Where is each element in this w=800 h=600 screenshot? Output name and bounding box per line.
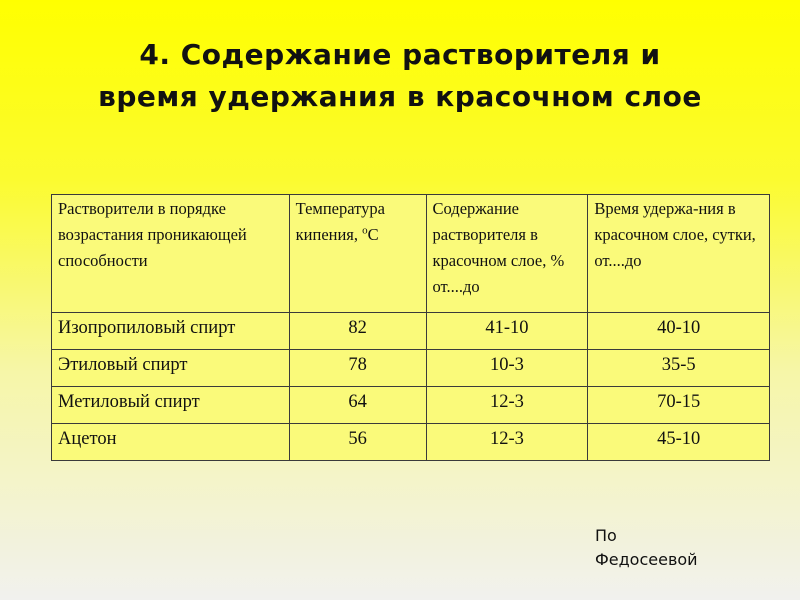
solvent-content: 41-10 [426, 313, 588, 350]
solvent-content: 12-3 [426, 424, 588, 461]
table-row [52, 424, 770, 461]
header-boiling-temperature [289, 195, 426, 313]
boiling-temperature: 78 [289, 350, 426, 387]
boiling-temperature: 82 [289, 313, 426, 350]
retention-time: 40-10 [588, 313, 770, 350]
retention-time: 70-15 [588, 387, 770, 424]
solvent-name: Изопропиловый спирт [52, 313, 290, 350]
boiling-temperature: 56 [289, 424, 426, 461]
source-note-line-2: Федосеевой [595, 550, 698, 569]
boiling-temperature: 64 [289, 387, 426, 424]
table-row [52, 313, 770, 350]
source-note-line-1: По [595, 526, 617, 545]
source-note [595, 524, 698, 572]
slide-title-line-1: 4. Содержание растворителя и [139, 38, 661, 71]
table-row [52, 387, 770, 424]
table-row [52, 350, 770, 387]
solvent-content: 10-3 [426, 350, 588, 387]
slide-title [0, 34, 800, 118]
solvents-table [51, 194, 770, 461]
celsius-letter: C [367, 225, 379, 244]
solvent-name: Ацетон [52, 424, 290, 461]
solvent-name: Этиловый спирт [52, 350, 290, 387]
header-solvent-content: Содержание растворителя в красочном слое, % от....до [426, 195, 588, 313]
retention-time: 35-5 [588, 350, 770, 387]
table-header-row [52, 195, 770, 313]
solvent-content: 12-3 [426, 387, 588, 424]
retention-time: 45-10 [588, 424, 770, 461]
header-boiling-temperature-label: Температура кипения, [295, 199, 385, 244]
header-retention-time: Время удержа-ния в красочном слое, сутки, от....до [588, 195, 770, 313]
degree-mark: o [362, 224, 368, 237]
solvent-name: Метиловый спирт [52, 387, 290, 424]
header-solvents: Растворители в порядке возрастания проникающей способности [52, 195, 290, 313]
slide-title-line-2: время удержания в красочном слое [98, 80, 702, 113]
